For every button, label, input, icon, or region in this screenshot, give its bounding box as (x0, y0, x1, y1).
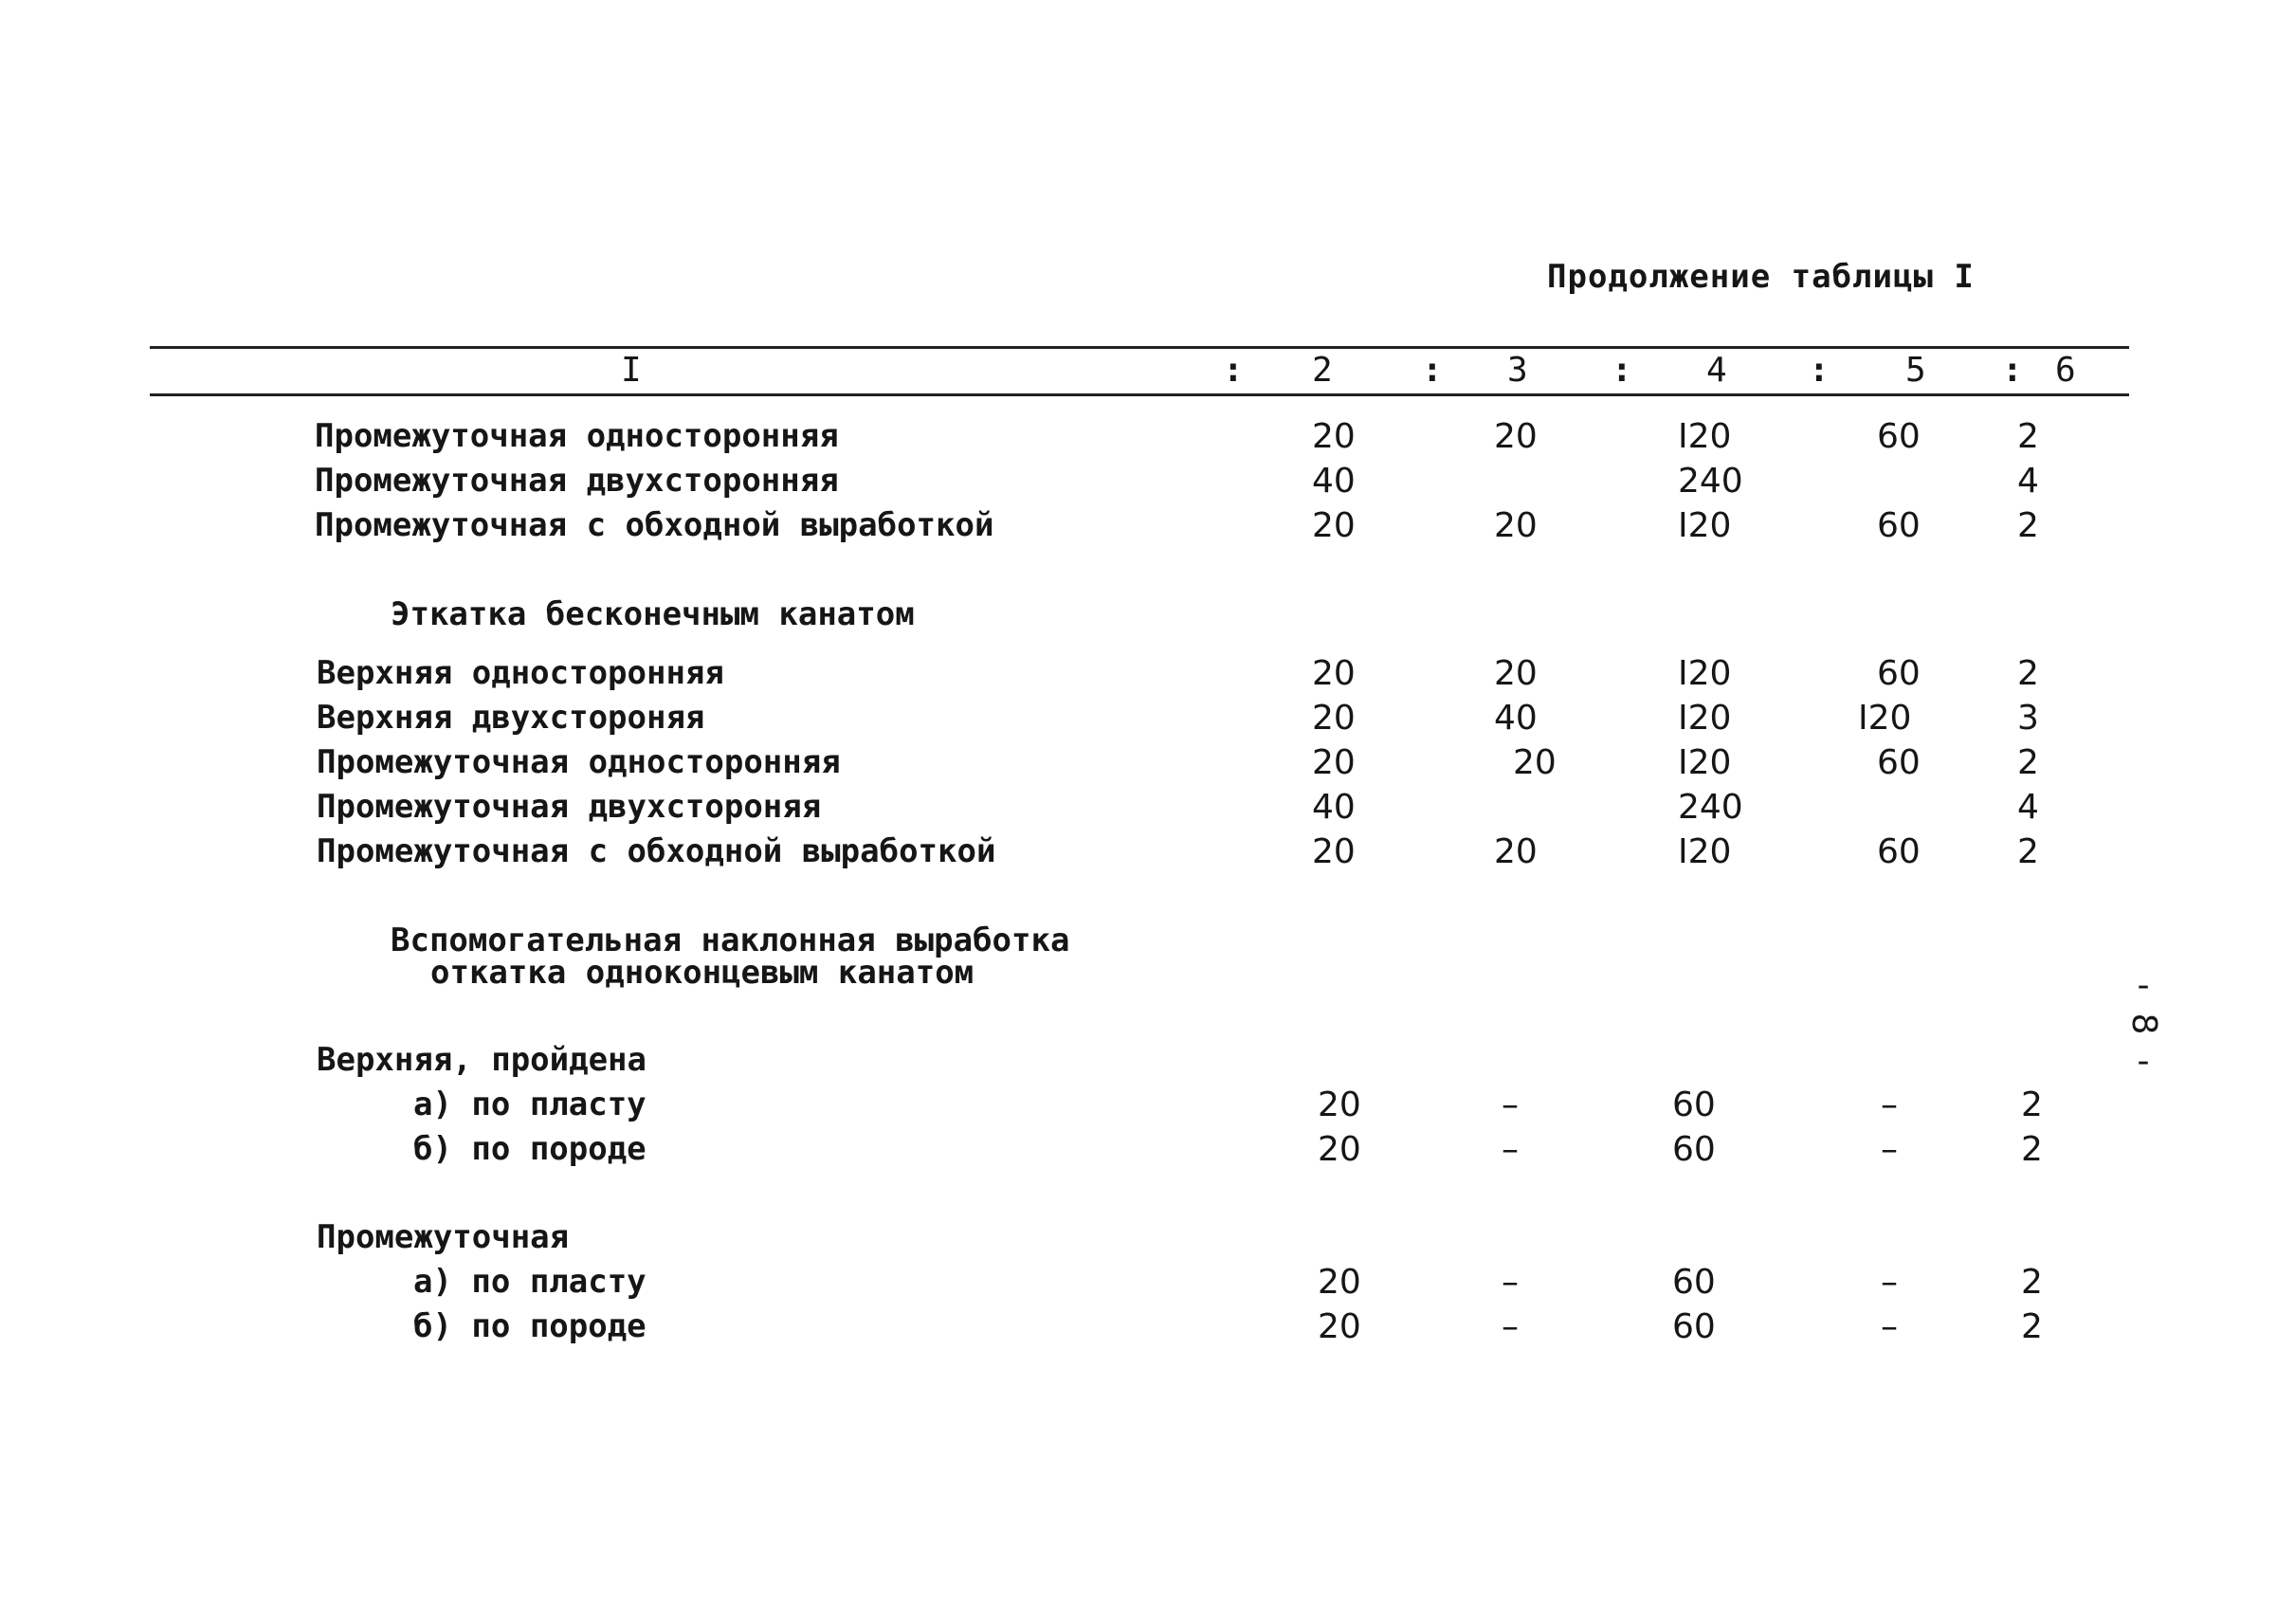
section-title-auxiliary-line1: Вспомогательная наклонная выработка (391, 921, 1070, 959)
cell-col6: 2 (2017, 417, 2039, 456)
cell-col3: – (1502, 1307, 1519, 1346)
cell-col4: I20 (1678, 832, 1732, 871)
cell-col4: I20 (1678, 506, 1732, 545)
table-row (0, 1263, 2295, 1306)
row-label: а) по пласту (413, 1086, 647, 1123)
column-header-3: 3 (1507, 351, 1528, 390)
row-label: Промежуточная с обходной выработкой (317, 832, 996, 870)
cell-col2: 20 (1318, 1307, 1361, 1346)
cell-col5: 60 (1877, 417, 1921, 456)
cell-col5: – (1881, 1130, 1898, 1169)
cell-col2: 20 (1312, 699, 1356, 738)
row-label: Промежуточная односторонняя (315, 417, 839, 455)
column-header-2: 2 (1312, 351, 1333, 390)
cell-col4: 60 (1672, 1130, 1716, 1169)
table-row (0, 1130, 2295, 1174)
cell-col5: 60 (1877, 506, 1921, 545)
cell-col4: 60 (1672, 1086, 1716, 1124)
row-label: б) по породе (413, 1307, 647, 1345)
cell-col2: 40 (1312, 462, 1356, 501)
cell-col3: – (1502, 1130, 1519, 1169)
row-label: б) по породе (413, 1130, 647, 1168)
row-label: Верхняя односторонняя (317, 654, 724, 692)
cell-col6: 2 (2017, 654, 2039, 693)
cell-col5: 60 (1877, 743, 1921, 782)
table-row (0, 654, 2295, 698)
table-row (0, 699, 2295, 742)
table-row (0, 506, 2295, 550)
column-separator: : (1809, 351, 1830, 390)
page-number-dash-bottom: - (2137, 1042, 2150, 1081)
cell-col3: 40 (1494, 699, 1538, 738)
cell-col3: 20 (1494, 654, 1538, 693)
column-header-5: 5 (1905, 351, 1926, 390)
table-row (0, 743, 2295, 787)
cell-col5: – (1881, 1263, 1898, 1302)
table-continuation-caption: Продолжение таблицы I (1547, 258, 1975, 296)
cell-col6: 2 (2021, 1086, 2043, 1124)
cell-col4: 60 (1672, 1307, 1716, 1346)
cell-col5: 60 (1877, 654, 1921, 693)
cell-col4: I20 (1678, 654, 1732, 693)
table-row (0, 788, 2295, 831)
cell-col2: 20 (1312, 654, 1356, 693)
cell-col6: 4 (2017, 788, 2039, 827)
column-header-6: 6 (2055, 351, 2076, 390)
cell-col5: – (1881, 1307, 1898, 1346)
cell-col4: 240 (1678, 462, 1743, 501)
column-separator: : (2002, 351, 2023, 390)
section-title-endless-rope: Эткатка бесконечным канатом (391, 595, 915, 633)
cell-col6: 2 (2021, 1263, 2043, 1302)
cell-col6: 3 (2017, 699, 2039, 738)
page-number-dash-top: - (2137, 966, 2150, 1005)
cell-col4: 240 (1678, 788, 1743, 827)
row-label: Промежуточная односторонняя (317, 743, 841, 781)
cell-col4: 60 (1672, 1263, 1716, 1302)
table-row (0, 832, 2295, 876)
row-label: Промежуточная двухсторонняя (315, 462, 839, 500)
group-label-upper: Верхняя, пройдена (317, 1041, 647, 1079)
cell-col5: – (1881, 1086, 1898, 1124)
section-title-auxiliary-line2: откатка одноконцевым канатом (430, 954, 974, 992)
cell-col6: 2 (2021, 1130, 2043, 1169)
row-label: Верхняя двухстороняя (317, 699, 705, 737)
cell-col5: I20 (1858, 699, 1912, 738)
group-label-intermediate: Промежуточная (317, 1218, 570, 1256)
cell-col2: 20 (1318, 1263, 1361, 1302)
cell-col4: I20 (1678, 743, 1732, 782)
cell-col3: 20 (1494, 417, 1538, 456)
cell-col6: 2 (2017, 743, 2039, 782)
cell-col2: 40 (1312, 788, 1356, 827)
page-number-digit: 8 (2124, 1013, 2163, 1035)
cell-col3: 20 (1513, 743, 1557, 782)
column-header-1: I (621, 351, 642, 390)
cell-col3: – (1502, 1086, 1519, 1124)
row-label: Промежуточная с обходной выработкой (315, 506, 994, 544)
cell-col4: I20 (1678, 699, 1732, 738)
cell-col4: I20 (1678, 417, 1732, 456)
cell-col3: 20 (1494, 832, 1538, 871)
cell-col2: 20 (1312, 832, 1356, 871)
table-row (0, 1086, 2295, 1129)
cell-col6: 2 (2017, 832, 2039, 871)
row-label: а) по пласту (413, 1263, 647, 1301)
cell-col2: 20 (1318, 1086, 1361, 1124)
cell-col6: 4 (2017, 462, 2039, 501)
cell-col3: 20 (1494, 506, 1538, 545)
column-header-4: 4 (1706, 351, 1727, 390)
table-row (0, 462, 2295, 505)
column-separator: : (1612, 351, 1632, 390)
table-row (0, 417, 2295, 461)
cell-col2: 20 (1312, 417, 1356, 456)
cell-col5: 60 (1877, 832, 1921, 871)
cell-col6: 2 (2017, 506, 2039, 545)
column-separator: : (1223, 351, 1244, 390)
table-header-rule (150, 393, 2129, 396)
cell-col3: – (1502, 1263, 1519, 1302)
row-label: Промежуточная двухстороняя (317, 788, 822, 826)
cell-col2: 20 (1312, 506, 1356, 545)
table-row (0, 1307, 2295, 1351)
cell-col6: 2 (2021, 1307, 2043, 1346)
table-header-row (0, 349, 2295, 392)
column-separator: : (1422, 351, 1443, 390)
page-number (2124, 966, 2163, 1081)
cell-col2: 20 (1312, 743, 1356, 782)
cell-col2: 20 (1318, 1130, 1361, 1169)
